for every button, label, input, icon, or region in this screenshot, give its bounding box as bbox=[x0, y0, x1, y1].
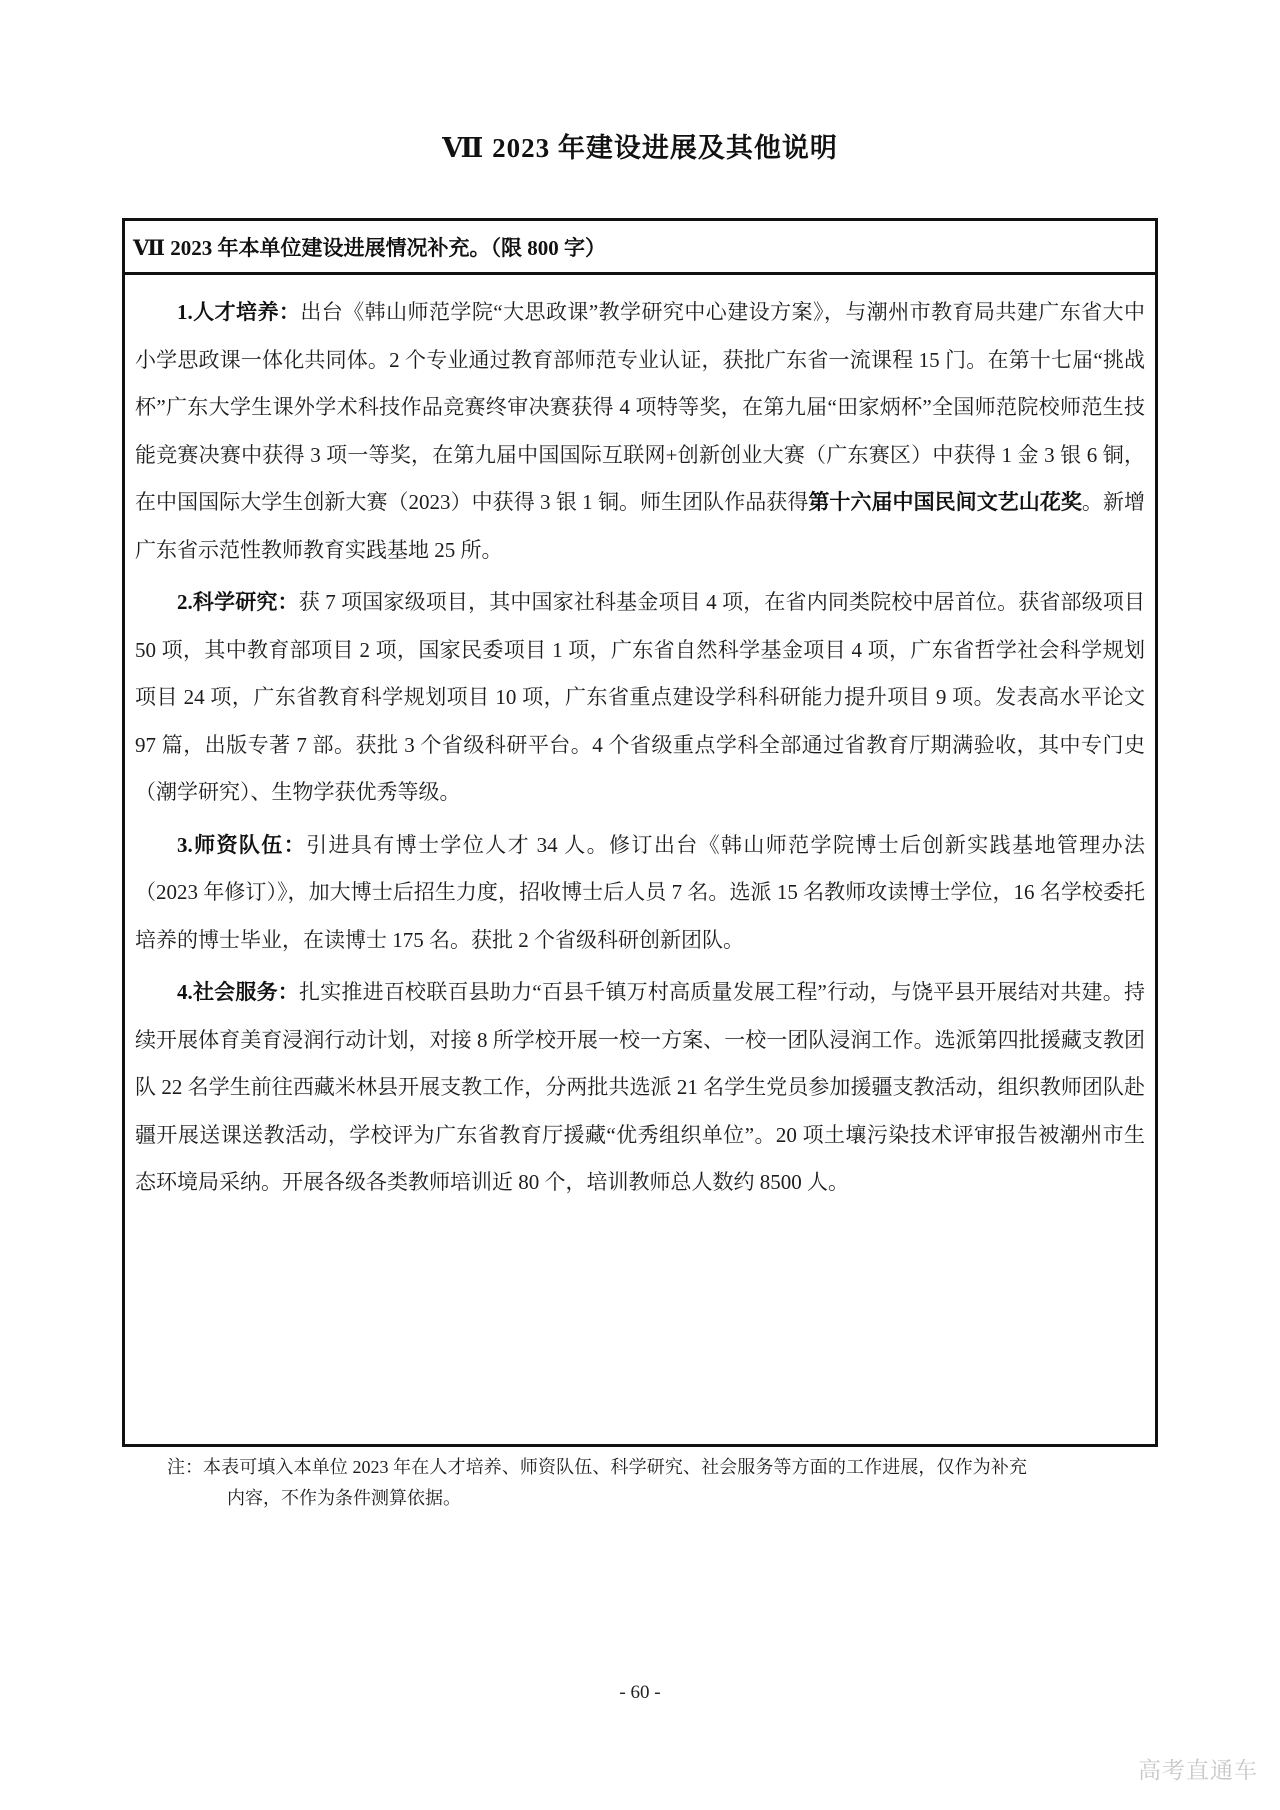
paragraph-text-segment: 获 7 项国家级项目，其中国家社科基金项目 4 项，在省内同类院校中居首位。获省部级项目 50 项，其中教育部项目 2 项，国家民委项目 1 项，广东省自然科学基金项目 4 项，广东省哲学社会科学规划项目 24 项，广东省教育科学规划项目 10 项，广东省重点建设学科科研能力提升项目 9 项。发表高水平论文 97 篇，出版专著 7 部。获批 3 个省级科研平台。4 个省级重点学科全部通过省教育厅期满验收，其中专门史（潮学研究）、生物学获优秀等级。 bbox=[135, 590, 1146, 804]
footnote bbox=[167, 1452, 1027, 1514]
progress-supplement-box bbox=[122, 218, 1158, 1447]
paragraph-bold-segment: 1.人才培养： bbox=[177, 300, 301, 324]
footnote-text: 本表可填入本单位 2023 年在人才培养、师资队伍、科学研究、社会服务等方面的工作进展，仅作为补充内容，不作为条件测算依据。 bbox=[203, 1457, 1027, 1508]
paragraph bbox=[135, 822, 1145, 965]
paragraph-text-segment: 。新增广东省示范性教师教育实践基地 25 所。 bbox=[135, 490, 1146, 562]
page-title: Ⅶ 2023 年建设进展及其他说明 bbox=[442, 133, 838, 163]
paragraph-bold-segment: 第十六届中国民间文艺山花奖 bbox=[808, 490, 1082, 514]
paragraph bbox=[135, 579, 1145, 817]
box-content bbox=[125, 275, 1155, 1207]
paragraph-bold-segment: 4.社会服务： bbox=[177, 980, 300, 1004]
paragraph-text-segment: 出台《韩山师范学院“大思政课”教学研究中心建设方案》，与潮州市教育局共建广东省大中小学思政课一体化共同体。2 个专业通过教育部师范专业认证，获批广东省一流课程 15 门。在第十七届“挑战杯”广东大学生课外学术科技作品竞赛终审决赛获得 4 项特等奖，在第九届“田家炳杯”全国师范院校师范生技能竞赛决赛中获得 3 项一等奖，在第九届中国国际互联网+创新创业大赛（广东赛区）中获得 1 金 3 银 6 铜，在中国国际大学生创新大赛（2023）中获得 3 银 1 铜。师生团队作品获得 bbox=[135, 300, 1145, 514]
paragraph bbox=[135, 969, 1145, 1207]
paragraph bbox=[135, 289, 1145, 574]
paragraph-bold-segment: 3.师资队伍： bbox=[177, 832, 307, 857]
paragraph-text-segment: 扎实推进百校联百县助力“百县千镇万村高质量发展工程”行动，与饶平县开展结对共建。持续开展体育美育浸润行动计划，对接 8 所学校开展一校一方案、一校一团队浸润工作。选派第四批援藏支教团队 22 名学生前往西藏米林县开展支教工作，分两批共选派 21 名学生党员参加援疆支教活动，组织教师团队赴疆开展送课送教活动，学校评为广东省教育厅援藏“优秀组织单位”。20 项土壤污染技术评审报告被潮州市生态环境局采纳。开展各级各类教师培训近 80 个，培训教师总人数约 8500 人。 bbox=[135, 980, 1146, 1194]
paragraph-text-segment: 引进具有博士学位人才 34 人。修订出台《韩山师范学院博士后创新实践基地管理办法（2023 年修订）》，加大博士后招生力度，招收博士后人员 7 名。选派 15 名教师攻读博士学位，16 名学校委托培养的博士毕业，在读博士 175 名。获批 2 个省级科研创新团队。 bbox=[135, 832, 1146, 952]
paragraph-bold-segment: 2.科学研究： bbox=[177, 590, 299, 614]
box-header: Ⅶ 2023 年本单位建设进展情况补充。（限 800 字） bbox=[125, 221, 1155, 275]
footnote-label: 注： bbox=[167, 1457, 203, 1477]
watermark: 高考直通车 bbox=[1138, 1757, 1258, 1783]
page-number: - 60 - bbox=[619, 1682, 661, 1703]
